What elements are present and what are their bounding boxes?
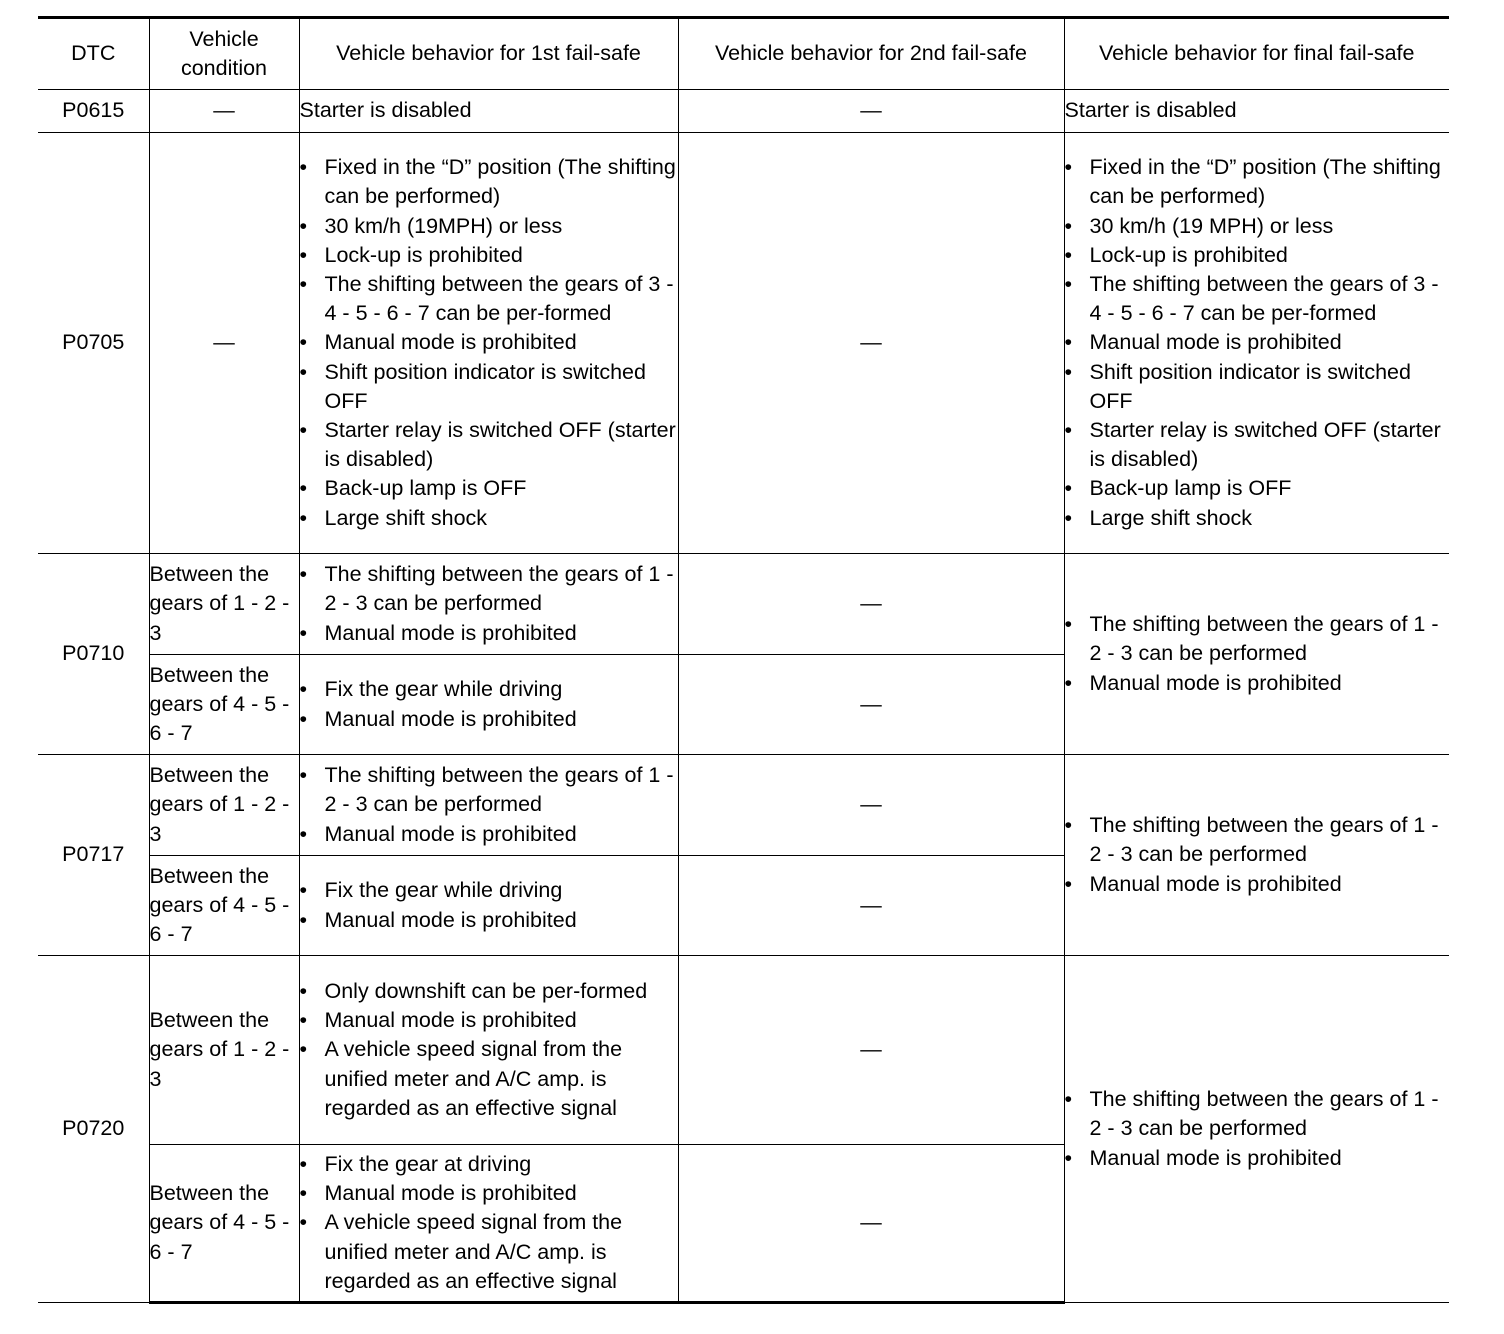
dtc-code: P0710 xyxy=(38,554,149,755)
first-fail-safe-cell xyxy=(299,956,678,1145)
bullet-item: • A vehicle speed signal from the unified meter and A/C amp. is regarded as an effective signal xyxy=(300,1208,678,1296)
bullet-list xyxy=(300,153,678,533)
bullet-item: • Fix the gear at driving xyxy=(300,1150,678,1179)
bullet-item: • Shift position indicator is switched OFF xyxy=(300,358,678,416)
header-2nd-fail-safe: Vehicle behavior for 2nd fail-safe xyxy=(678,18,1064,90)
bullet-item: • A vehicle speed signal from the unified meter and A/C amp. is regarded as an effective signal xyxy=(300,1035,678,1123)
dtc-code: P0720 xyxy=(38,956,149,1303)
table-row-p0717-a xyxy=(38,755,1449,856)
bullet-item: • Manual mode is prohibited xyxy=(300,906,678,935)
first-fail-safe-cell xyxy=(299,133,678,554)
bullet-item: • Manual mode is prohibited xyxy=(1065,669,1450,698)
first-fail-safe-cell xyxy=(299,655,678,755)
vehicle-condition-cell: Between the gears of 1 - 2 - 3 xyxy=(149,755,299,856)
bullet-item: • Manual mode is prohibited xyxy=(300,619,678,648)
dtc-code: P0717 xyxy=(38,755,149,956)
final-fail-safe-cell: Starter is disabled xyxy=(1064,90,1449,133)
final-fail-safe-cell xyxy=(1064,554,1449,755)
vehicle-condition-cell: Between the gears of 1 - 2 - 3 xyxy=(149,554,299,655)
header-row xyxy=(38,18,1449,90)
bullet-item: • The shifting between the gears of 1 - 2 - 3 can be performed xyxy=(1065,811,1450,869)
final-fail-safe-cell xyxy=(1064,956,1449,1303)
bullet-list xyxy=(300,876,678,934)
second-fail-safe-cell: — xyxy=(678,755,1064,856)
bullet-list xyxy=(300,977,678,1123)
vehicle-condition-cell: — xyxy=(149,133,299,554)
bullet-list xyxy=(300,1150,678,1296)
first-fail-safe-cell xyxy=(299,554,678,655)
bullet-item: • Starter relay is switched OFF (starter is disabled) xyxy=(1065,416,1450,474)
bullet-item: • 30 km/h (19MPH) or less xyxy=(300,212,678,241)
bullet-list xyxy=(1065,153,1450,533)
bullet-item: • The shifting between the gears of 1 - 2 - 3 can be performed xyxy=(1065,610,1450,668)
bullet-item: • Manual mode is prohibited xyxy=(1065,870,1450,899)
second-fail-safe-cell: — xyxy=(678,133,1064,554)
header-1st-fail-safe: Vehicle behavior for 1st fail-safe xyxy=(299,18,678,90)
bullet-item: • Fix the gear while driving xyxy=(300,876,678,905)
bullet-item: • The shifting between the gears of 1 - 2 - 3 can be performed xyxy=(1065,1085,1450,1143)
bullet-list xyxy=(300,560,678,648)
header-dtc: DTC xyxy=(38,18,149,90)
header-vehicle-condition-text: Vehicle condition xyxy=(180,26,268,80)
bullet-item: • Manual mode is prohibited xyxy=(1065,1144,1450,1173)
second-fail-safe-cell: — xyxy=(678,956,1064,1145)
bullet-list xyxy=(1065,811,1450,899)
bullet-item: • Manual mode is prohibited xyxy=(300,705,678,734)
table-row-p0720-a xyxy=(38,956,1449,1145)
bullet-item: • 30 km/h (19 MPH) or less xyxy=(1065,212,1450,241)
bullet-item: • Manual mode is prohibited xyxy=(300,1179,678,1208)
first-fail-safe-cell xyxy=(299,856,678,956)
bullet-list xyxy=(1065,1085,1450,1173)
dtc-code: P0615 xyxy=(38,90,149,133)
bullet-item: • Fixed in the “D” position (The shifting can be performed) xyxy=(1065,153,1450,211)
bullet-item: • Manual mode is prohibited xyxy=(1065,328,1450,357)
bullet-item: • Large shift shock xyxy=(300,504,678,533)
bullet-item: • Back-up lamp is OFF xyxy=(1065,474,1450,503)
table-row-p0710-a xyxy=(38,554,1449,655)
second-fail-safe-cell: — xyxy=(678,655,1064,755)
fail-safe-table xyxy=(38,16,1449,1304)
bullet-item: • Back-up lamp is OFF xyxy=(300,474,678,503)
second-fail-safe-cell: — xyxy=(678,90,1064,133)
bullet-item: • Manual mode is prohibited xyxy=(300,328,678,357)
bullet-item: • Lock-up is prohibited xyxy=(1065,241,1450,270)
bullet-item: • Shift position indicator is switched OFF xyxy=(1065,358,1450,416)
dtc-code: P0705 xyxy=(38,133,149,554)
bullet-list xyxy=(1065,610,1450,698)
bullet-item: • Large shift shock xyxy=(1065,504,1450,533)
vehicle-condition-cell: Between the gears of 4 - 5 - 6 - 7 xyxy=(149,1145,299,1303)
second-fail-safe-cell: — xyxy=(678,554,1064,655)
bullet-item: • Manual mode is prohibited xyxy=(300,1006,678,1035)
header-final-fail-safe: Vehicle behavior for final fail-safe xyxy=(1064,18,1449,90)
second-fail-safe-cell: — xyxy=(678,856,1064,956)
first-fail-safe-cell xyxy=(299,1145,678,1303)
header-vehicle-condition xyxy=(149,18,299,90)
bullet-item: • The shifting between the gears of 3 - 4 - 5 - 6 - 7 can be per-formed xyxy=(1065,270,1450,328)
vehicle-condition-cell: Between the gears of 4 - 5 - 6 - 7 xyxy=(149,655,299,755)
bullet-item: • Fixed in the “D” position (The shifting can be performed) xyxy=(300,153,678,211)
vehicle-condition-cell: Between the gears of 1 - 2 - 3 xyxy=(149,956,299,1145)
second-fail-safe-cell: — xyxy=(678,1145,1064,1303)
bullet-item: • Starter relay is switched OFF (starter is disabled) xyxy=(300,416,678,474)
first-fail-safe-cell xyxy=(299,755,678,856)
bullet-item: • The shifting between the gears of 3 - 4 - 5 - 6 - 7 can be per-formed xyxy=(300,270,678,328)
bullet-item: • Lock-up is prohibited xyxy=(300,241,678,270)
bullet-list xyxy=(300,761,678,849)
table-row-p0705 xyxy=(38,133,1449,554)
bullet-item: • Only downshift can be per-formed xyxy=(300,977,678,1006)
vehicle-condition-cell: — xyxy=(149,90,299,133)
bullet-list xyxy=(300,675,678,733)
bullet-item: • Fix the gear while driving xyxy=(300,675,678,704)
table-row-p0615 xyxy=(38,90,1449,133)
bullet-item: • Manual mode is prohibited xyxy=(300,820,678,849)
first-fail-safe-cell: Starter is disabled xyxy=(299,90,678,133)
bullet-item: • The shifting between the gears of 1 - 2 - 3 can be performed xyxy=(300,761,678,819)
final-fail-safe-cell xyxy=(1064,755,1449,956)
final-fail-safe-cell xyxy=(1064,133,1449,554)
bullet-item: • The shifting between the gears of 1 - 2 - 3 can be performed xyxy=(300,560,678,618)
vehicle-condition-cell: Between the gears of 4 - 5 - 6 - 7 xyxy=(149,856,299,956)
